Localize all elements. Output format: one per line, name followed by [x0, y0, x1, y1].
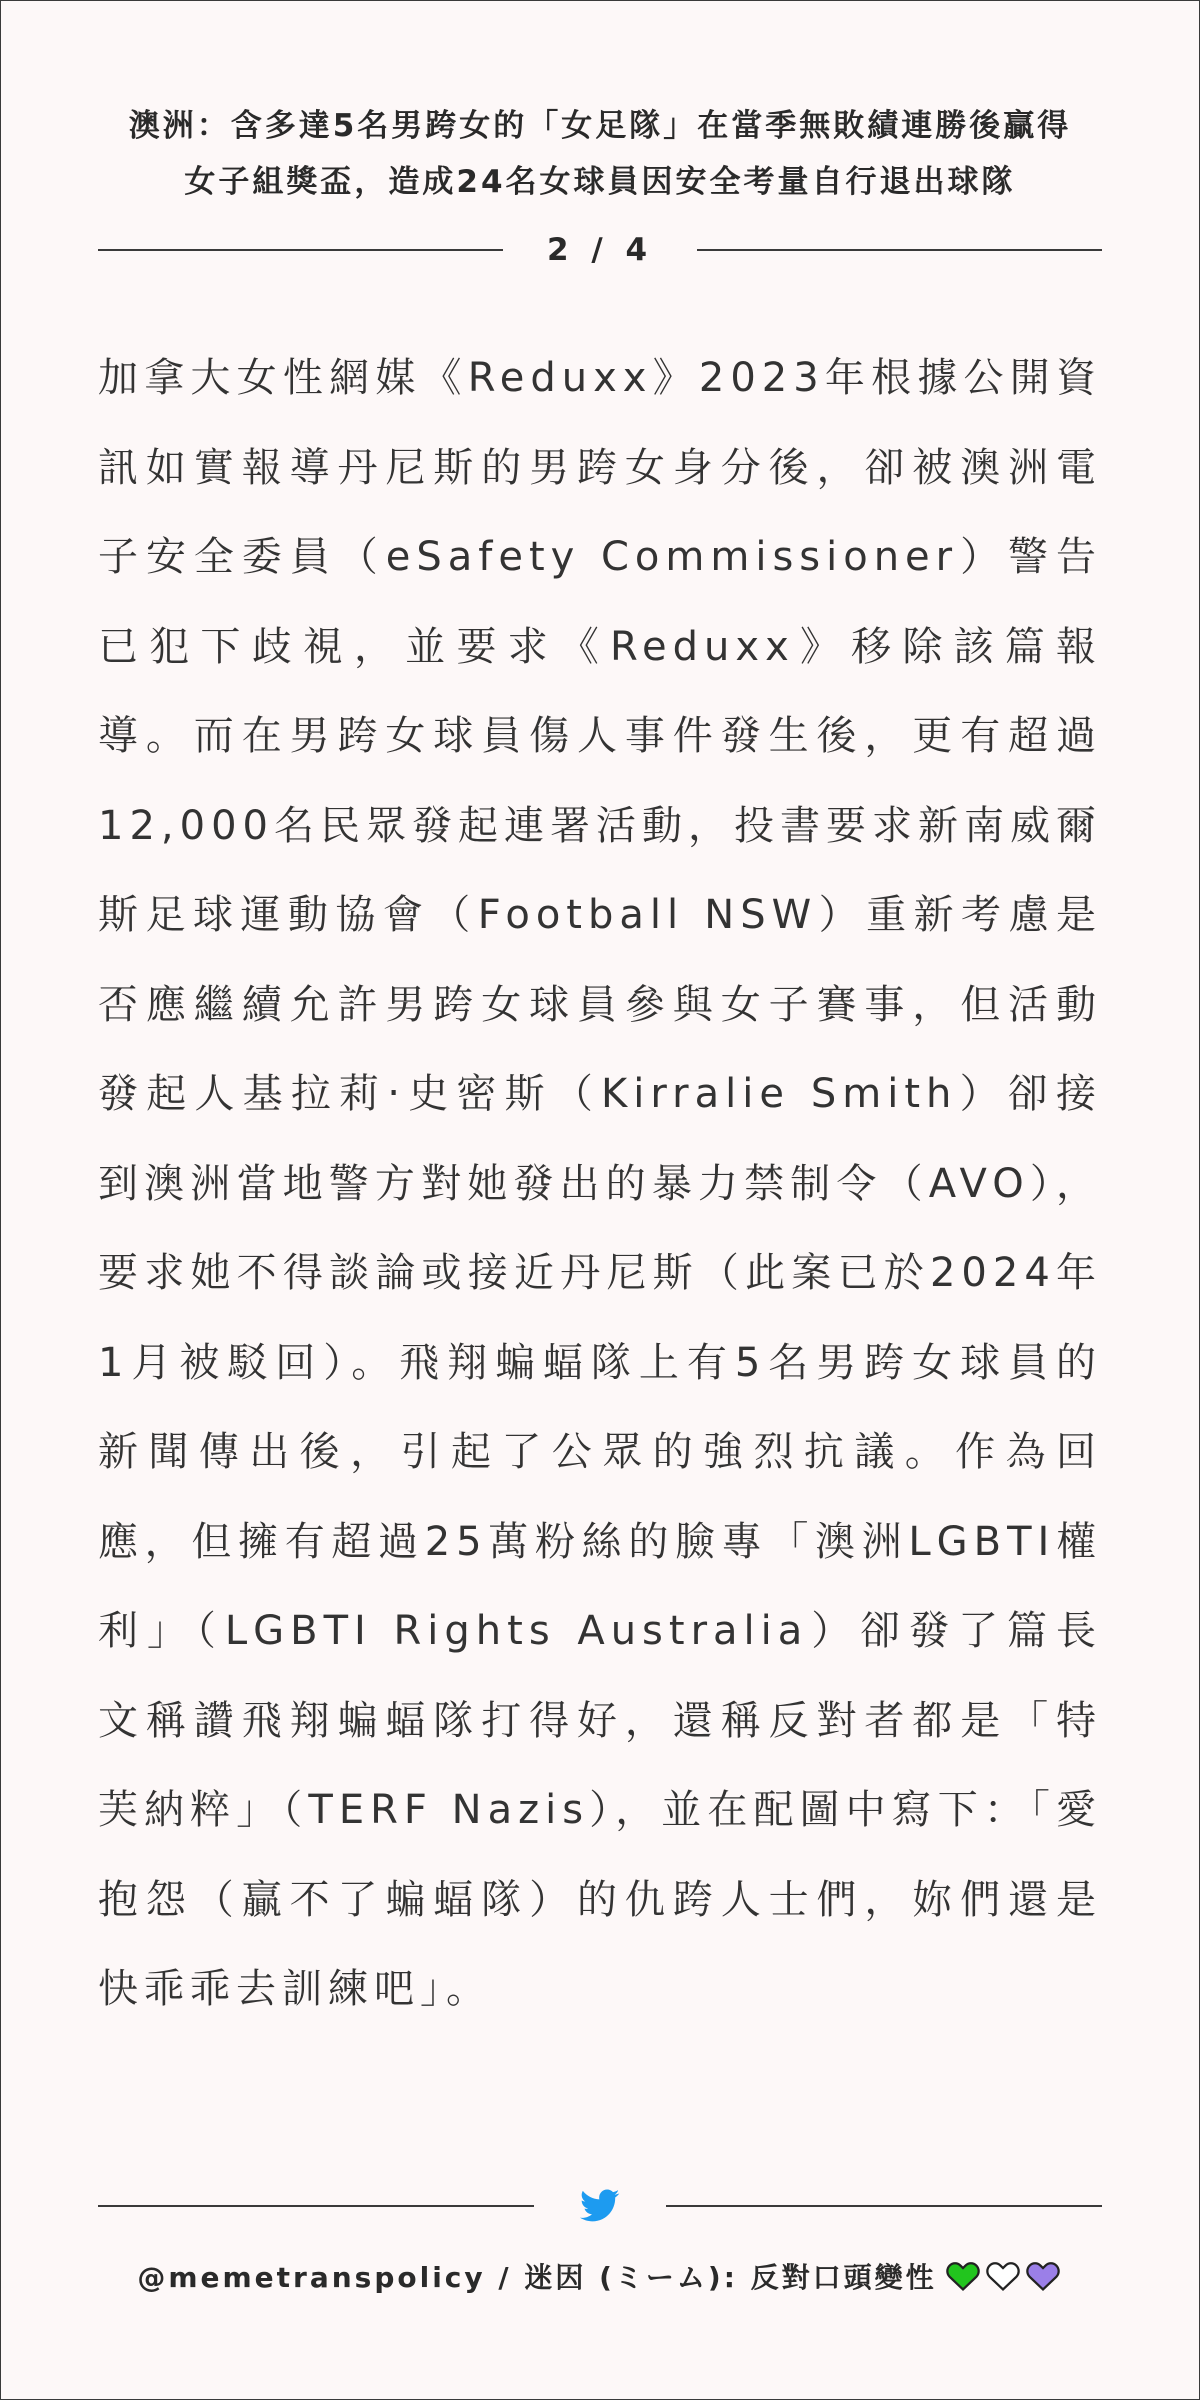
title-line-1: 澳洲：含多達5名男跨女的「女足隊」在當季無敗績連勝後贏得 [128, 108, 1072, 144]
footer-line-left [98, 2205, 534, 2207]
credit-text: @memetranspolicy / 迷因 (ミーム): 反對口頭變性 [137, 2261, 937, 2294]
heart-icons [943, 2260, 1063, 2292]
page-title [60, 98, 1140, 210]
green-heart-icon [946, 2260, 980, 2292]
title-divider [98, 228, 1102, 272]
divider-line-right [697, 249, 1102, 251]
footer-divider [98, 2180, 1102, 2232]
footer-credit [60, 2248, 1140, 2304]
article-paragraph: 加拿大女性網媒《Reduxx》2023年根據公開資訊如實報導丹尼斯的男跨女身分後，卻被澳洲電子安全委員（eSafety Commissioner）警告已犯下歧視，並要求《Reduxx》移除該篇報導。而在男跨女球員傷人事件發生後，更有超過12,000名民眾發起連署活動，投書要求新南威爾斯足球運動協會（Football NSW）重新考慮是否應繼續允許男跨女球員參與女子賽事，但活動發起人基拉莉‧史密斯（Kirralie Smith）卻接到澳洲當地警方對她發出的暴力禁制令（AVO），要求她不得談論或接近丹尼斯（此案已於2024年1月被駁回）。飛翔蝙蝠隊上有5名男跨女球員的新聞傳出後，引起了公眾的強烈抗議。作為回應，但擁有超過25萬粉絲的臉專「澳洲LGBTI權利」（LGBTI Rights Australia）卻發了篇長文稱讚飛翔蝙蝠隊打得好，還稱反對者都是「特芙納粹」（TERF Nazis），並在配圖中寫下：「愛抱怨（贏不了蝙蝠隊）的仇跨人士們，妳們還是快乖乖去訓練吧」。 [98, 355, 1102, 2012]
page-indicator: 2 / 4 [546, 232, 654, 268]
divider-line-left [98, 249, 503, 251]
purple-heart-icon [1026, 2260, 1060, 2292]
title-line-2: 女子組獎盃，造成24名女球員因安全考量自行退出球隊 [184, 164, 1016, 200]
article-body [98, 334, 1102, 2035]
footer-line-right [666, 2205, 1102, 2207]
twitter-bird-icon [574, 2186, 626, 2226]
white-heart-icon [986, 2260, 1020, 2292]
